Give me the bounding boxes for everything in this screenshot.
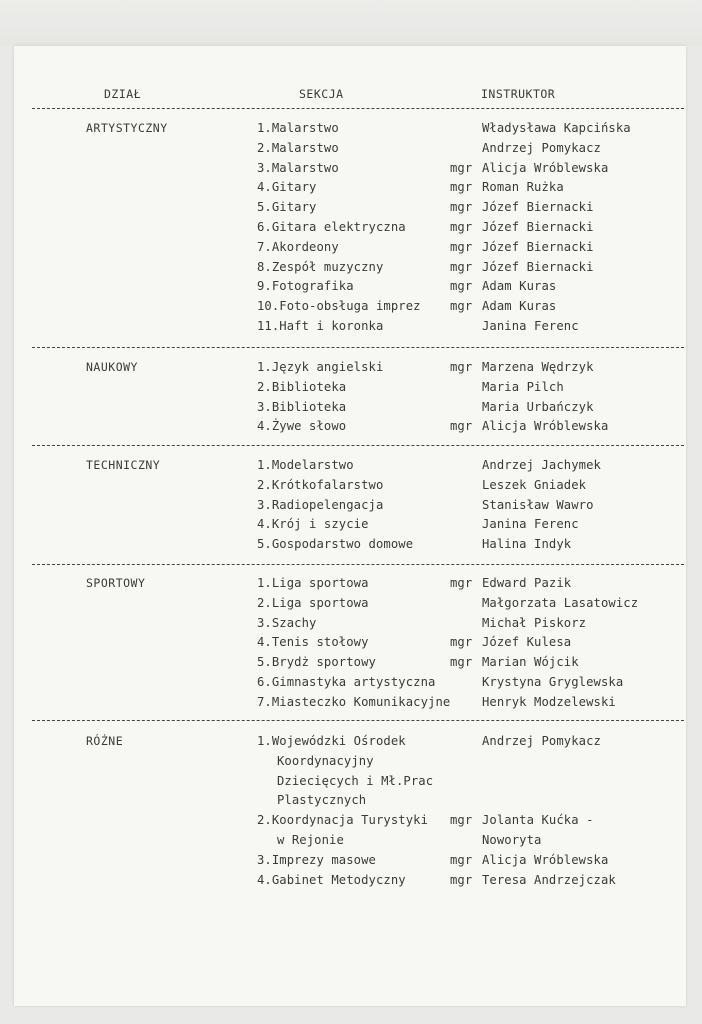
instructor-name: Krystyna Gryglewska [482,675,624,689]
instructor-name: Teresa Andrzejczak [482,872,616,887]
section-name: 8.Zespół muzyczny [257,259,384,274]
column-header-sekcja: SEKCJA [299,87,344,101]
department-label: TECHNICZNY [86,458,161,472]
instructor-name: Alicja Wróblewska [482,160,609,175]
section-name: 1.Liga sportowa [257,576,369,590]
section-name: 2.Krótkofalarstwo [257,477,384,492]
instructor-name: Józef Biernacki [482,259,594,274]
section-name: 2.Biblioteka [257,379,347,394]
section-name: 1.Modelarstwo [257,458,354,472]
instructor-name: Adam Kuras [482,299,557,314]
instructor-name: Roman Rużka [482,180,564,195]
instructor-name: Halina Indyk [482,537,572,552]
dashed-separator [32,564,684,565]
instructor-name: Marzena Wędrzyk [482,360,594,374]
section-name: 11.Haft i koronka [257,319,384,333]
instructor-name: Michał Piskorz [482,615,587,630]
instructor-name: Noworyta [482,833,542,847]
section-name: 4.Gabinet Metodyczny [257,872,406,887]
section-name: 1.Malarstwo [257,121,339,135]
degree-label: mgr [450,576,473,590]
degree-label: mgr [450,852,473,867]
section-name: 2.Liga sportowa [257,595,369,610]
instructor-name: Edward Pazik [482,576,572,590]
section-name: 3.Radiopelengacja [257,497,384,512]
instructor-name: Andrzej Pomykacz [482,140,601,155]
instructor-name: Józef Kulesa [482,635,572,650]
dashed-separator [32,347,684,348]
section-name: 1.Wojewódzki Ośrodek [257,734,406,748]
section-name: 2.Koordynacja Turystyki [257,813,429,828]
degree-label: mgr [450,239,473,254]
section-name: 9.Fotografika [257,279,354,294]
section-name: 3.Biblioteka [257,399,347,414]
section-name: 5.Brydż sportowy [257,655,376,670]
instructor-name: Alicja Wróblewska [482,852,609,867]
column-header-instruktor: INSTRUKTOR [481,87,556,101]
section-name: 7.Akordeony [257,239,339,254]
instructor-name: Józef Biernacki [482,239,594,254]
instructor-name: Maria Pilch [482,379,564,394]
instructor-name: Józef Biernacki [482,220,594,234]
page-edge [0,0,702,46]
section-name: Koordynacyjny [277,753,374,768]
section-name: 4.Gitary [257,180,317,195]
instructor-name: Maria Urbańczyk [482,399,594,414]
instructor-name: Jolanta Kućka - [482,813,594,828]
section-name: 4.Żywe słowo [257,419,347,434]
instructor-name: Władysława Kapcińska [482,121,631,135]
column-header-dzial: DZIAŁ [104,87,142,101]
section-name: 5.Gospodarstwo domowe [257,537,414,552]
department-label: NAUKOWY [86,360,138,374]
degree-label: mgr [450,259,473,274]
degree-label: mgr [450,872,473,887]
section-name: 4.Tenis stołowy [257,635,369,650]
section-name: 6.Gimnastyka artystyczna [257,675,436,689]
degree-label: mgr [450,200,473,215]
section-name: 1.Język angielski [257,360,384,374]
instructor-name: Alicja Wróblewska [482,419,609,434]
degree-label: mgr [450,299,473,314]
degree-label: mgr [450,180,473,195]
department-label: ARTYSTYCZNY [86,121,168,135]
instructor-name: Adam Kuras [482,279,557,294]
instructor-name: Janina Ferenc [482,517,579,532]
instructor-name: Józef Biernacki [482,200,594,215]
dashed-separator [32,108,684,109]
section-name: Dziecięcych i Mł.Prac [277,773,434,788]
degree-label: mgr [450,279,473,294]
instructor-name: Andrzej Jachymek [482,458,601,472]
instructor-name: Leszek Gniadek [482,477,587,492]
instructor-name: Małgorzata Lasatowicz [482,595,639,610]
section-name: 7.Miasteczko Komunikacyjne [257,694,451,709]
section-name: w Rejonie [277,833,344,847]
degree-label: mgr [450,220,473,234]
instructor-name: Marian Wójcik [482,655,579,670]
instructor-name: Henryk Modzelewski [482,694,616,709]
department-label: RÓŻNE [86,734,124,748]
section-name: Plastycznych [277,793,367,808]
instructor-name: Stanisław Wawro [482,497,594,512]
instructor-name: Janina Ferenc [482,319,579,333]
department-label: SPORTOWY [86,576,146,590]
degree-label: mgr [450,813,473,828]
dashed-separator [32,720,684,721]
section-name: 3.Imprezy masowe [257,852,376,867]
degree-label: mgr [450,419,473,434]
section-name: 3.Szachy [257,615,317,630]
section-name: 4.Krój i szycie [257,517,369,532]
instructor-name: Andrzej Pomykacz [482,734,601,748]
section-name: 2.Malarstwo [257,140,339,155]
section-name: 6.Gitara elektryczna [257,220,406,234]
degree-label: mgr [450,635,473,650]
degree-label: mgr [450,160,473,175]
section-name: 10.Foto-obsługa imprez [257,299,421,314]
dashed-separator [32,445,684,446]
degree-label: mgr [450,360,473,374]
section-name: 5.Gitary [257,200,317,215]
degree-label: mgr [450,655,473,670]
section-name: 3.Malarstwo [257,160,339,175]
